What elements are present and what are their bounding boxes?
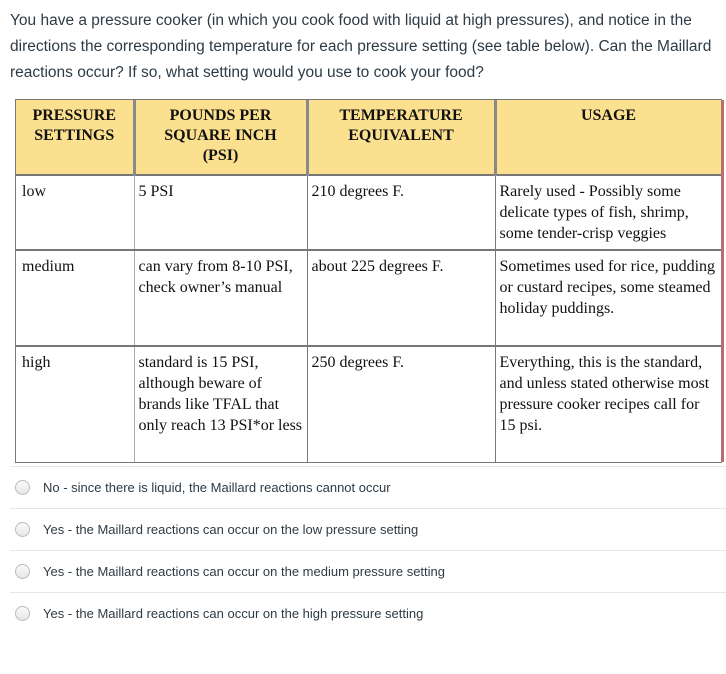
cell-usage: Sometimes used for rice, pudding or custard recipes, some steamed holiday puddings. bbox=[495, 250, 722, 346]
answer-option[interactable] bbox=[10, 592, 726, 634]
answer-option-label[interactable]: Yes - the Maillard reactions can occur on the medium pressure setting bbox=[43, 564, 445, 579]
table-row bbox=[16, 250, 722, 346]
radio-button[interactable] bbox=[15, 522, 30, 537]
answer-option[interactable] bbox=[10, 508, 726, 550]
question-text: You have a pressure cooker (in which you cook food with liquid at high pressures), and notice in the directions the corresponding temperature for each pressure setting (see table below). Can the Maillard reactions occur? If so, what setting would you use to cook your food? bbox=[10, 12, 712, 81]
radio-button[interactable] bbox=[15, 480, 30, 495]
pressure-table bbox=[15, 99, 722, 463]
table-row bbox=[16, 346, 722, 462]
header-text: SQUARE INCH bbox=[164, 127, 277, 144]
header-psi bbox=[134, 100, 307, 175]
header-pressure-settings bbox=[16, 100, 134, 175]
cell-setting: medium bbox=[16, 250, 134, 346]
radio-button[interactable] bbox=[15, 564, 30, 579]
cell-psi: can vary from 8-10 PSI, check owner’s manual bbox=[134, 250, 307, 346]
table-row bbox=[16, 175, 722, 250]
header-text: (PSI) bbox=[202, 147, 239, 164]
table-header-row bbox=[16, 100, 722, 175]
radio-button[interactable] bbox=[15, 606, 30, 621]
header-usage bbox=[495, 100, 722, 175]
header-text: SETTINGS bbox=[34, 127, 115, 144]
answer-option[interactable] bbox=[10, 550, 726, 592]
answer-option-label[interactable]: Yes - the Maillard reactions can occur on the low pressure setting bbox=[43, 522, 419, 537]
cell-temperature: 210 degrees F. bbox=[307, 175, 495, 250]
answer-option-label[interactable]: No - since there is liquid, the Maillard reactions cannot occur bbox=[43, 480, 391, 495]
cell-usage: Rarely used - Possibly some delicate types of fish, shrimp, some tender-crisp veggies bbox=[495, 175, 722, 250]
cell-temperature: about 225 degrees F. bbox=[307, 250, 495, 346]
header-text: TEMPERATURE bbox=[339, 107, 463, 124]
cell-temperature: 250 degrees F. bbox=[307, 346, 495, 462]
header-temperature bbox=[307, 100, 495, 175]
cell-usage: Everything, this is the standard, and unless stated otherwise most pressure cooker recipes call for 15 psi. bbox=[495, 346, 722, 462]
header-text: EQUIVALENT bbox=[348, 127, 454, 144]
cell-psi: 5 PSI bbox=[134, 175, 307, 250]
header-text: USAGE bbox=[580, 107, 637, 124]
cell-setting: high bbox=[16, 346, 134, 462]
header-text: PRESSURE bbox=[32, 107, 117, 124]
answer-option-label[interactable]: Yes - the Maillard reactions can occur on the high pressure setting bbox=[43, 606, 424, 621]
header-text: POUNDS PER bbox=[169, 107, 272, 124]
cell-psi: standard is 15 PSI, although beware of brands like TFAL that only reach 13 PSI*or less bbox=[134, 346, 307, 462]
cell-setting: low bbox=[16, 175, 134, 250]
answer-option[interactable] bbox=[10, 466, 726, 508]
